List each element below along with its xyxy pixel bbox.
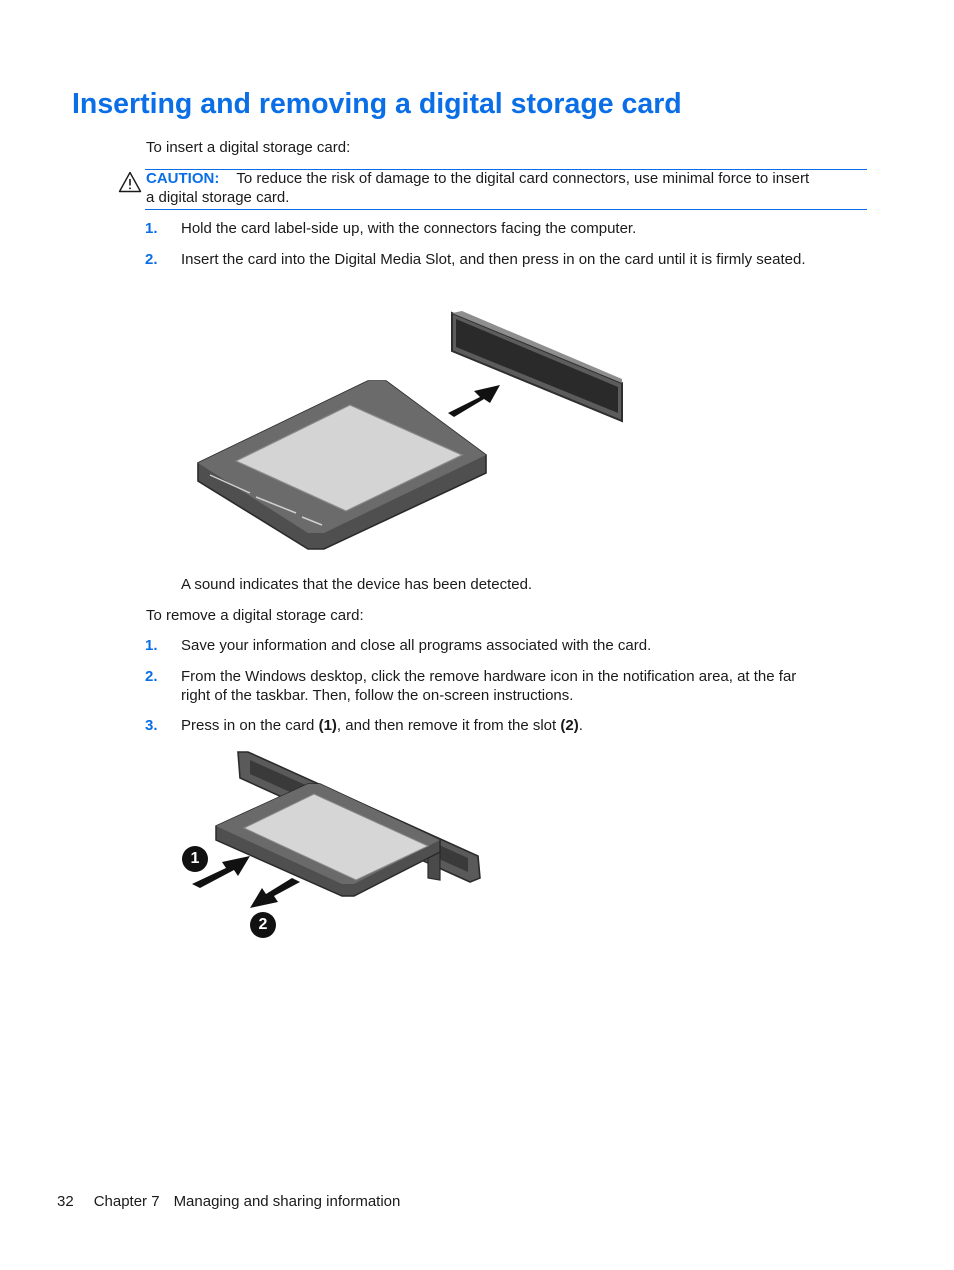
caution-text-1: To reduce the risk of damage to the digital card connectors, use minimal force to insert	[236, 170, 810, 187]
page-number: 32	[57, 1193, 74, 1210]
remove-step-text: Save your information and close all programs associated with the card.	[181, 637, 652, 654]
sd-card	[216, 784, 440, 896]
page-footer	[57, 1193, 400, 1210]
chapter-title: Managing and sharing information	[173, 1193, 401, 1210]
callout-1-badge: 1	[182, 846, 208, 872]
insert-step-number: 2.	[145, 251, 158, 268]
callout-ref-2: (2)	[560, 717, 579, 734]
warning-icon	[118, 171, 142, 193]
insert-arrow-icon	[448, 385, 500, 417]
remove-step-text: Press in on the card (1), and then remove it from the slot (2).	[181, 717, 583, 734]
remove-step-number: 2.	[145, 668, 158, 685]
remove-step-text-line-1: From the Windows desktop, click the remove hardware icon in the notification area, at the far	[181, 668, 797, 685]
insert-intro: To insert a digital storage card:	[146, 139, 351, 156]
remove-intro: To remove a digital storage card:	[146, 607, 364, 624]
callout-2-badge: 2	[250, 912, 276, 938]
chapter-label: Chapter 7	[93, 1193, 160, 1210]
remove-step-text-line-2: right of the taskbar. Then, follow the on-screen instructions.	[181, 687, 574, 704]
insert-step-number: 1.	[145, 220, 158, 237]
insert-card-illustration	[190, 305, 640, 560]
remove-step-number: 3.	[145, 717, 158, 734]
media-slot	[452, 311, 622, 421]
caution-label: CAUTION:	[146, 170, 220, 187]
insert-step-text: Insert the card into the Digital Media Slot, and then press in on the card until it is firmly seated.	[181, 251, 806, 268]
caution-line-1	[146, 169, 809, 188]
pull-arrow-icon	[250, 878, 300, 908]
callout-ref-1: (1)	[318, 717, 337, 734]
caution-bottom-rule	[145, 209, 867, 210]
insert-step-text: Hold the card label-side up, with the connectors facing the computer.	[181, 220, 637, 237]
sd-card	[198, 381, 486, 549]
caution-line-2: a digital storage card.	[146, 189, 290, 206]
remove-step-number: 1.	[145, 637, 158, 654]
insert-result: A sound indicates that the device has been detected.	[181, 576, 533, 593]
page-title: Inserting and removing a digital storage card	[72, 88, 682, 120]
remove-card-illustration	[178, 748, 488, 943]
